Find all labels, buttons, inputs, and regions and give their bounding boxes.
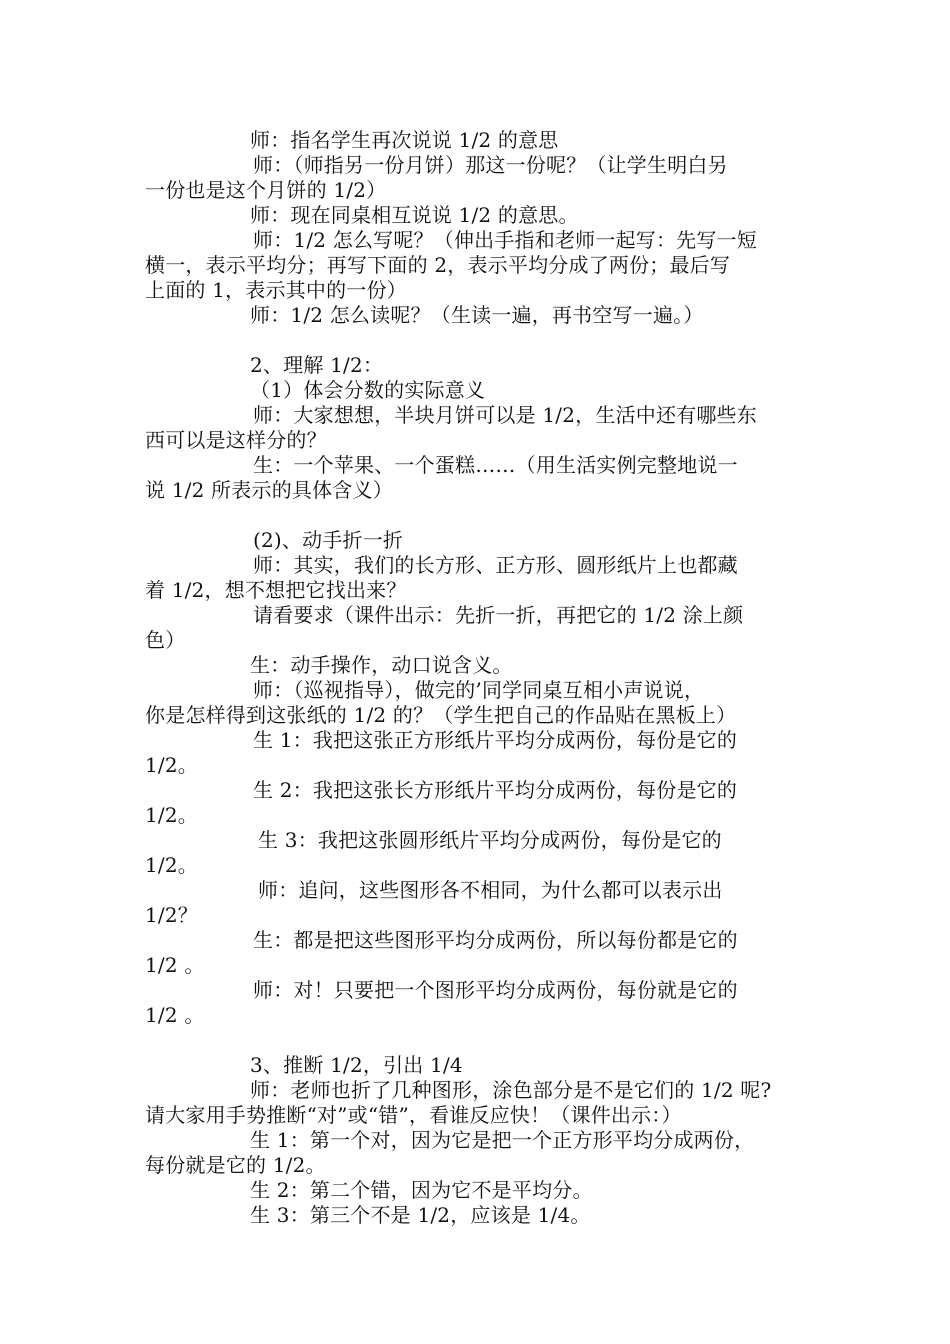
- subsection-heading: （1）体会分数的实际意义: [250, 378, 486, 402]
- text-line: 上面的 1，表示其中的一份）: [145, 278, 407, 302]
- text-line: 师：指名学生再次说说 1/2 的意思: [250, 128, 559, 152]
- text-line: 师：1/2 怎么读呢？（生读一遍，再书空写一遍。）: [250, 303, 704, 327]
- text-line: 师：（师指另一份月饼）那这一份呢？（让学生明白另: [253, 153, 728, 177]
- section-heading: 2、理解 1/2：: [250, 353, 384, 377]
- text-line: 生 3：第三个不是 1/2，应该是 1/4。: [250, 1203, 591, 1227]
- text-line: 师：1/2 怎么写呢？（伸出手指和老师一起写：先写一短: [253, 228, 757, 252]
- text-line: 西可以是这样分的？: [145, 428, 327, 452]
- text-line: 1/2 。: [145, 953, 205, 977]
- text-line: 请看要求（课件出示：先折一折，再把它的 1/2 涂上颜: [253, 603, 744, 627]
- text-line: 师：大家想想，半块月饼可以是 1/2，生活中还有哪些东: [253, 403, 757, 427]
- text-line: 师：追问，这些图形各不相同，为什么都可以表示出: [258, 878, 723, 902]
- text-line: 每份就是它的 1/2。: [145, 1153, 326, 1177]
- text-line: 一份也是这个月饼的 1/2）: [145, 178, 387, 202]
- text-line: 1/2。: [145, 753, 198, 777]
- text-line: 生：动手操作，动口说含义。: [250, 653, 513, 677]
- text-line: 师：其实，我们的长方形、正方形、圆形纸片上也都藏: [253, 553, 738, 577]
- text-line: 着 1/2，想不想把它找出来？: [145, 578, 407, 602]
- text-line: 师：对！只要把一个图形平均分成两份，每份就是它的: [253, 978, 738, 1002]
- text-line: 说 1/2 所表示的具体含义）: [145, 478, 393, 502]
- section-heading: 3、推断 1/2，引出 1/4: [250, 1053, 463, 1077]
- text-line: 1/2？: [145, 903, 198, 927]
- text-line: 生 3：我把这张圆形纸片平均分成两份，每份是它的: [258, 828, 722, 852]
- text-line: 你是怎样得到这张纸的 1/2 的？（学生把自己的作品贴在黑板上）: [145, 703, 737, 727]
- text-line: 1/2。: [145, 803, 198, 827]
- text-line: 师：现在同桌相互说说 1/2 的意思。: [250, 203, 579, 227]
- text-line: 师：（巡视指导），做完的’同学同桌互相小声说说，: [253, 678, 705, 702]
- text-line: 请大家用手势推断“对”或“错”，看谁反应快！（课件出示：）: [145, 1103, 682, 1127]
- text-line: 1/2 。: [145, 1003, 205, 1027]
- text-line: 生：一个苹果、一个蛋糕……（用生活实例完整地说一: [253, 453, 738, 477]
- text-line: 生 1：我把这张正方形纸片平均分成两份，每份是它的: [253, 728, 738, 752]
- text-line: 色）: [145, 628, 186, 652]
- text-line: 生 2：第二个错，因为它不是平均分。: [250, 1178, 593, 1202]
- subsection-heading: (2)、动手折一折: [253, 528, 404, 552]
- text-line: 生：都是把这些图形平均分成两份，所以每份都是它的: [253, 928, 738, 952]
- text-line: 师：老师也折了几种图形，涂色部分是不是它们的 1/2 呢?: [250, 1078, 772, 1102]
- text-line: 1/2。: [145, 853, 198, 877]
- text-line: 横一，表示平均分；再写下面的 2，表示平均分成了两份；最后写: [145, 253, 731, 277]
- text-line: 生 1：第一个对，因为它是把一个正方形平均分成两份，: [250, 1128, 755, 1152]
- text-line: 生 2：我把这张长方形纸片平均分成两份，每份是它的: [253, 778, 738, 802]
